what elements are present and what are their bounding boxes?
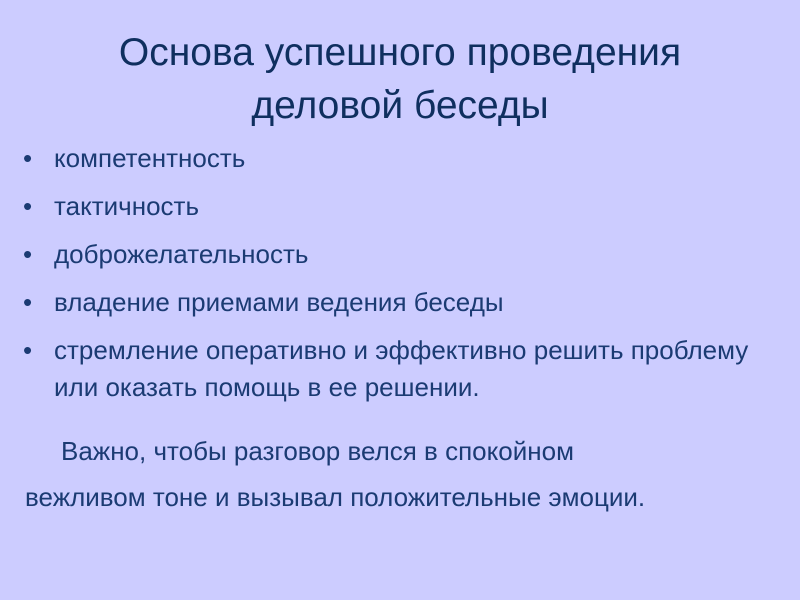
- bullet-text: тактичность: [54, 191, 199, 221]
- bullet-dot-icon: •: [23, 191, 33, 221]
- bullet-text: стремление оперативно и эффективно решить проблему или оказать помощь в ее решении.: [54, 335, 749, 402]
- bullet-text: владение приемами ведения беседы: [54, 287, 504, 317]
- bullet-item: [20, 140, 780, 176]
- slide-title-line-1: Основа успешного проведения: [118, 31, 682, 74]
- bullet-dot-icon: •: [23, 335, 33, 365]
- closing-note: [25, 428, 785, 520]
- bullet-list: [20, 140, 780, 418]
- bullet-text: компетентность: [54, 143, 246, 173]
- bullet-text: доброжелательность: [54, 239, 309, 269]
- bullet-dot-icon: •: [23, 239, 33, 269]
- bullet-dot-icon: •: [23, 143, 33, 173]
- bullet-dot-icon: •: [23, 287, 33, 317]
- bullet-item: [20, 332, 780, 406]
- bullet-item: [20, 236, 780, 272]
- slide-title-line-2: деловой беседы: [251, 84, 549, 127]
- note-line-1: Важно, чтобы разговор велся в спокойном: [61, 436, 574, 466]
- bullet-item: [20, 284, 780, 320]
- note-line-2: вежливом тоне и вызывал положительные эмоции.: [25, 482, 646, 512]
- bullet-item: [20, 188, 780, 224]
- slide-title: [40, 26, 760, 132]
